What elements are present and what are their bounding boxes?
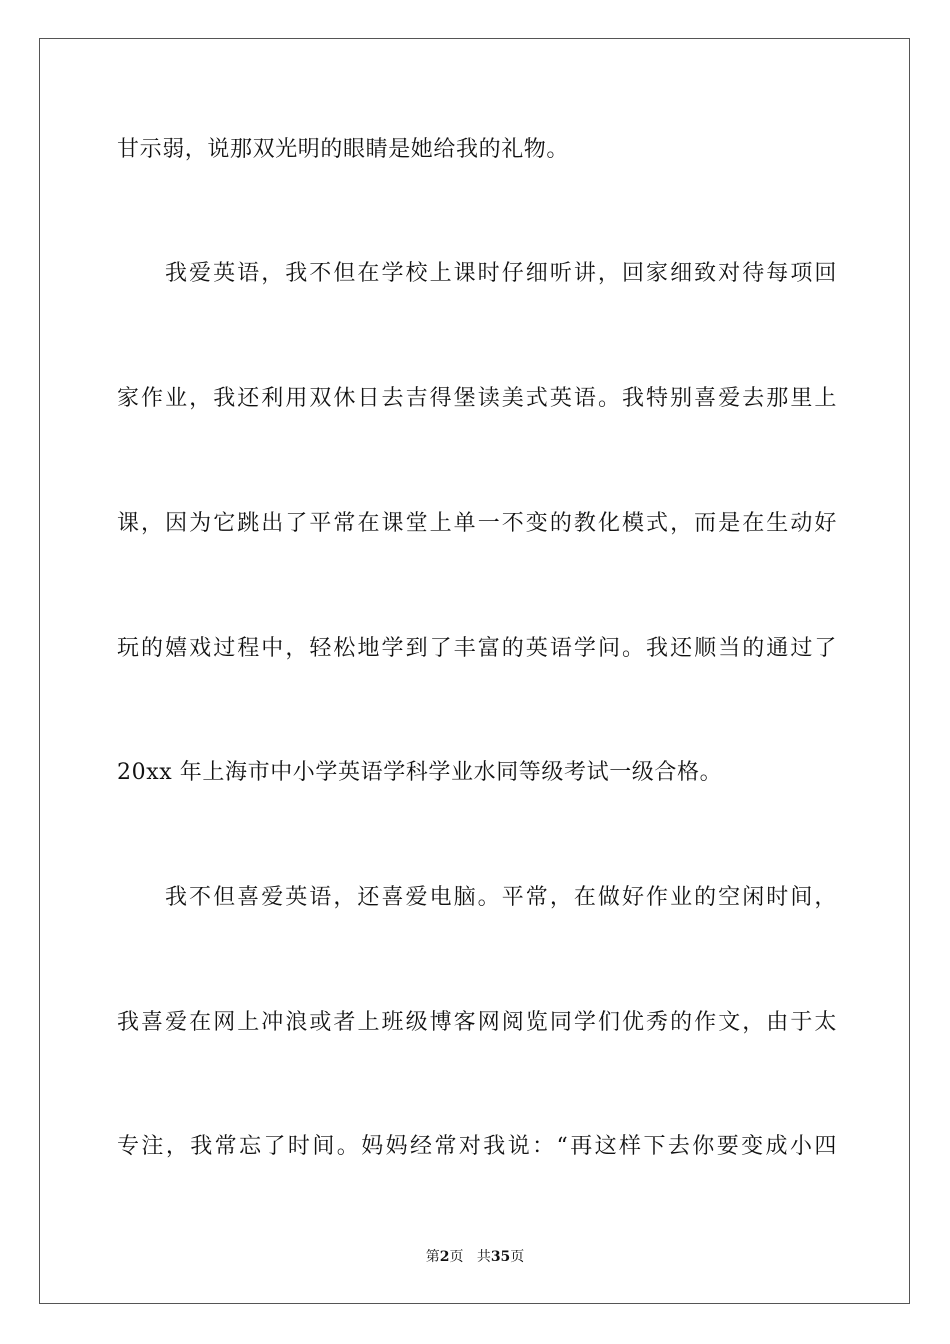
text-line-6: 20xx 年上海市中小学英语学科学业水同等级考试一级合格。 — [117, 760, 723, 785]
text-line-4: 课，因为它跳出了平常在课堂上单一不变的教化模式，而是在生动好 — [117, 511, 837, 536]
text-line-7: 我不但喜爱英语，还喜爱电脑。平常，在做好作业的空闲时间， — [165, 885, 837, 910]
page-number: 2 — [439, 1249, 450, 1265]
total-suffix: 页 — [510, 1249, 525, 1265]
total-pages: 35 — [490, 1249, 511, 1265]
page-suffix: 页 — [449, 1249, 464, 1265]
page-footer — [0, 1248, 950, 1266]
page-prefix: 第 — [425, 1249, 440, 1265]
total-prefix: 共 — [476, 1249, 491, 1265]
text-line-5: 玩的嬉戏过程中，轻松地学到了丰富的英语学问。我还顺当的通过了 — [117, 636, 837, 661]
text-line-1: 甘示弱，说那双光明的眼睛是她给我的礼物。 — [117, 137, 570, 162]
text-line-9: 专注，我常忘了时间。妈妈经常对我说：“再这样下去你要变成小四 — [117, 1134, 837, 1159]
text-line-3: 家作业，我还利用双休日去吉得堡读美式英语。我特别喜爱去那里上 — [117, 386, 837, 411]
page-border — [39, 38, 910, 1304]
text-line-2: 我爱英语，我不但在学校上课时仔细听讲，回家细致对待每项回 — [165, 261, 837, 286]
text-line-8: 我喜爱在网上冲浪或者上班级博客网阅览同学们优秀的作文，由于太 — [117, 1010, 837, 1035]
